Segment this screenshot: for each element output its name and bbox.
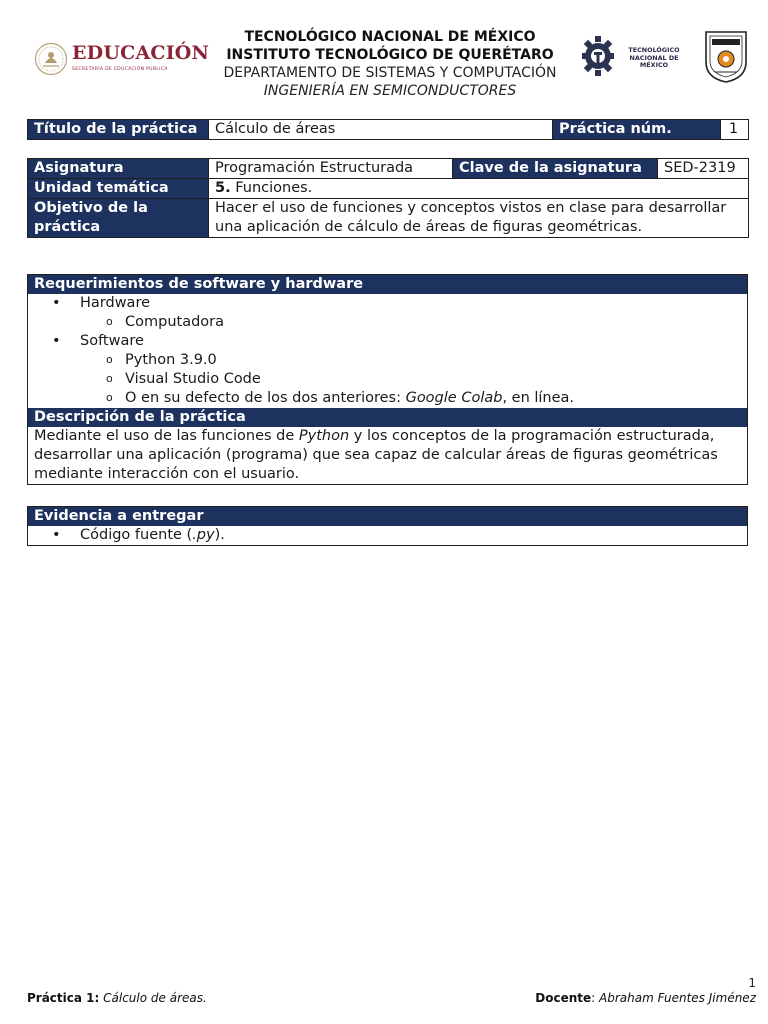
footer-practice (27, 991, 207, 1005)
list-item: o Computadora (80, 313, 747, 332)
software-label: Software (80, 333, 144, 349)
evidence-section (27, 506, 748, 546)
evidence-list (28, 526, 747, 545)
software-list (28, 351, 747, 408)
description-text-a: Mediante el uso de las funciones de (34, 428, 299, 444)
itq-shield-icon (703, 28, 749, 84)
practice-title-value: Cálculo de áreas (209, 120, 553, 140)
description-text-b: y los conceptos de la programación estructurada, desarrollar una aplicación (programa) que sea capaz de calcular áreas de figuras geométricas mediante interacción con el usuario. (34, 428, 718, 482)
tecnm-logo (580, 32, 690, 80)
footer-teacher (535, 991, 756, 1005)
objective-label: Objetivo de la práctica (28, 199, 209, 238)
subject-code-label: Clave de la asignatura (453, 159, 658, 179)
alt-suffix: , en línea. (502, 390, 575, 406)
alt-prefix: O en su defecto de los dos anteriores: (125, 390, 406, 406)
hardware-list (28, 313, 747, 332)
practice-number-label: Práctica núm. (553, 120, 721, 140)
objective-value: Hacer el uso de funciones y conceptos vistos en clase para desarrollar una aplicación de cálculo de áreas de figuras geométricas. (209, 199, 749, 238)
subject-table (27, 158, 749, 238)
requirements-body (28, 294, 747, 408)
mexico-seal-icon (34, 42, 68, 76)
unit-label: Unidad temática (28, 179, 209, 199)
footer-teacher-value: Abraham Fuentes Jiménez (599, 991, 756, 1005)
educacion-logo (34, 40, 210, 84)
practice-title-label: Título de la práctica (28, 120, 209, 140)
footer-practice-value: Cálculo de áreas. (103, 991, 207, 1005)
requirements-section (27, 274, 748, 485)
heading-line-3: DEPARTAMENTO DE SISTEMAS Y COMPUTACIÓN (223, 65, 557, 81)
tecnm-line-2: NACIONAL DE MÉXICO (629, 53, 679, 69)
description-text-italic: Python (298, 428, 350, 444)
evidence-title: Evidencia a entregar (28, 507, 747, 526)
list-item: o Visual Studio Code (80, 370, 747, 389)
unit-value: Funciones. (235, 180, 313, 196)
practice-number-value: 1 (721, 120, 749, 140)
list-item: o Python 3.9.0 (80, 351, 747, 370)
practice-title-table (27, 119, 749, 140)
list-item-hardware (28, 294, 747, 332)
requirements-title: Requerimientos de software y hardware (28, 275, 747, 294)
subject-value: Programación Estructurada (209, 159, 453, 179)
hardware-label: Hardware (80, 295, 151, 311)
list-item-evidence (28, 526, 747, 545)
unit-number: 5. (215, 180, 231, 196)
document-header (0, 0, 768, 110)
description-title: Descripción de la práctica (28, 408, 747, 427)
tecnm-wordmark (618, 47, 690, 70)
institution-heading (200, 28, 580, 100)
footer-teacher-label: Docente (535, 991, 592, 1005)
requirements-list (28, 294, 747, 408)
subject-label: Asignatura (28, 159, 209, 179)
heading-line-2: INSTITUTO TECNOLÓGICO DE QUERÉTARO (226, 47, 554, 63)
footer-teacher-separator: : (591, 991, 600, 1005)
evidence-italic: .py (192, 527, 215, 543)
heading-line-1: TECNOLÓGICO NACIONAL DE MÉXICO (244, 29, 536, 45)
evidence-prefix: Código fuente ( (80, 527, 193, 543)
alt-italic: Google Colab (405, 390, 503, 406)
subject-code-value: SED-2319 (658, 159, 749, 179)
list-item-alternative (80, 389, 747, 408)
footer-practice-label: Práctica 1: (27, 991, 100, 1005)
tecnm-gear-icon (580, 32, 616, 80)
educacion-wordmark: EDUCACIÓN (72, 42, 210, 64)
evidence-body (28, 526, 747, 545)
description-body (28, 427, 747, 484)
evidence-suffix: ). (214, 527, 225, 543)
page-number: 1 (748, 976, 756, 990)
heading-line-4: INGENIERÍA EN SEMICONDUCTORES (263, 83, 517, 99)
tecnm-line-1: TECNOLÓGICO (628, 46, 680, 54)
unit-cell (209, 179, 749, 199)
list-item-software (28, 332, 747, 408)
educacion-subtitle: SECRETARÍA DE EDUCACIÓN PÚBLICA (72, 67, 168, 72)
